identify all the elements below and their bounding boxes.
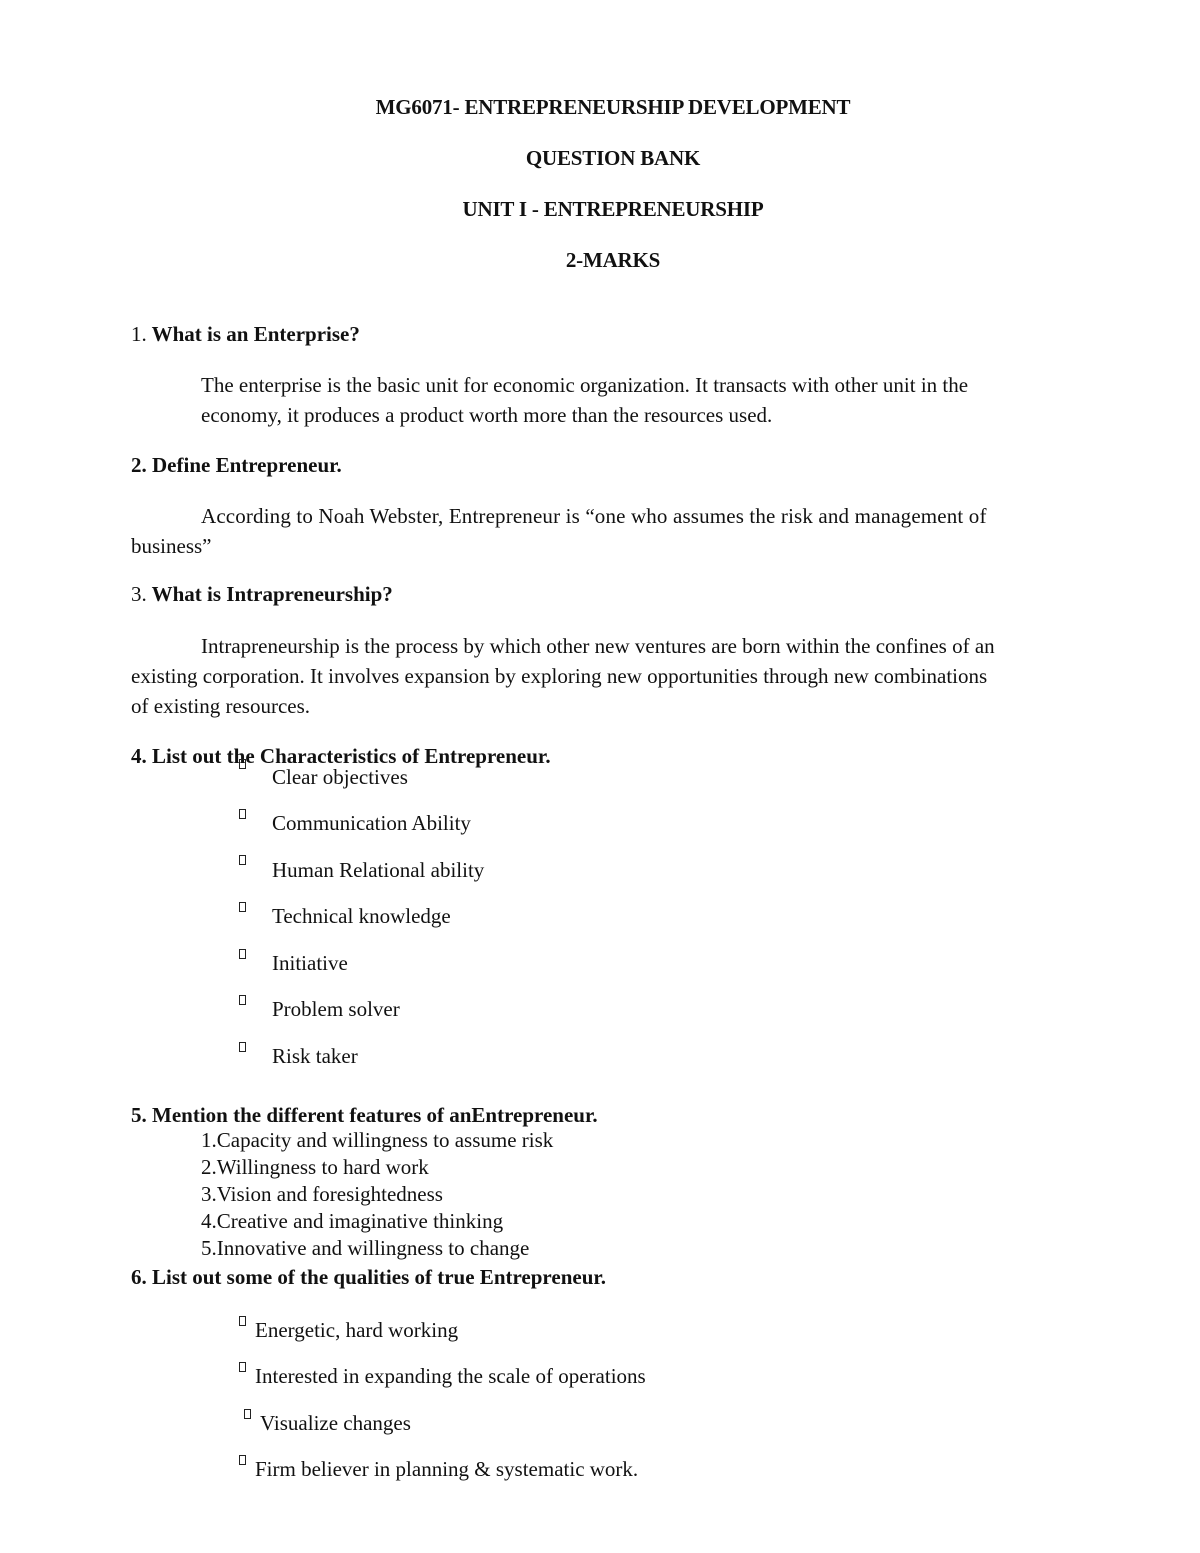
doc-type-title: QUESTION BANK — [525, 146, 701, 170]
question-1-title: What is an Enterprise? — [146, 322, 360, 346]
bullet-box-icon — [239, 1455, 246, 1465]
question-6-title: 6. List out some of the qualities of true Entrepreneur. — [131, 1265, 607, 1289]
question-2-title: 2. Define Entrepreneur. — [131, 453, 342, 477]
list-item: Clear objectives — [272, 765, 408, 789]
list-item: Energetic, hard working — [255, 1318, 459, 1342]
answer-2-line-1: According to Noah Webster, Entrepreneur is “one who assumes the risk and management of — [201, 504, 987, 528]
answer-3-line-1: Intrapreneurship is the process by which other new ventures are born within the confines of an — [201, 634, 995, 658]
question-3-number: 3. — [131, 582, 147, 606]
bullet-box-icon — [239, 1362, 246, 1372]
list-item: Human Relational ability — [272, 858, 485, 882]
list-item: 1.Capacity and willingness to assume risk — [201, 1128, 554, 1152]
list-item: Visualize changes — [260, 1411, 411, 1435]
bullet-box-icon — [239, 809, 246, 819]
question-1 — [131, 322, 360, 347]
list-item: Problem solver — [272, 997, 400, 1021]
bullet-box-icon — [239, 759, 246, 769]
bullet-box-icon — [239, 855, 246, 865]
answer-3 — [131, 631, 995, 721]
marks-title: 2-MARKS — [565, 248, 661, 272]
bullet-box-icon — [239, 902, 246, 912]
question-3 — [131, 582, 393, 607]
bullet-box-icon — [244, 1409, 251, 1419]
list-item: Risk taker — [272, 1044, 358, 1068]
list-item: Initiative — [272, 951, 348, 975]
list-item: Interested in expanding the scale of operations — [255, 1364, 646, 1388]
answer-2 — [131, 501, 987, 561]
unit-title: UNIT I - ENTREPRENEURSHIP — [462, 197, 764, 221]
bullet-box-icon — [239, 1316, 246, 1326]
question-3-title: What is Intrapreneurship? — [146, 582, 393, 606]
answer-1-line-2: economy, it produces a product worth more than the resources used. — [201, 403, 773, 427]
answer-2-line-2: business” — [131, 534, 212, 558]
answer-1 — [201, 370, 968, 430]
list-item: 5.Innovative and willingness to change — [201, 1236, 530, 1260]
bullet-box-icon — [239, 995, 246, 1005]
question-5-title: 5. Mention the different features of anEntrepreneur. — [131, 1103, 598, 1127]
bullet-box-icon — [239, 949, 246, 959]
list-item: 4.Creative and imaginative thinking — [201, 1209, 504, 1233]
list-item: 3.Vision and foresightedness — [201, 1182, 443, 1206]
list-item: 2.Willingness to hard work — [201, 1155, 429, 1179]
bullet-box-icon — [239, 1042, 246, 1052]
answer-1-line-1: The enterprise is the basic unit for economic organization. It transacts with other unit in the — [201, 373, 969, 397]
question-1-number: 1. — [131, 322, 147, 346]
question-4-title: 4. List out the Characteristics of Entrepreneur. — [131, 744, 551, 768]
answer-3-line-3: of existing resources. — [131, 694, 311, 718]
list-item: Technical knowledge — [272, 904, 451, 928]
list-item: Communication Ability — [272, 811, 471, 835]
course-title: MG6071- ENTREPRENEURSHIP DEVELOPMENT — [375, 95, 851, 119]
list-item: Firm believer in planning & systematic work. — [255, 1457, 639, 1481]
answer-3-line-2: existing corporation. It involves expansion by exploring new opportunities through new combinations — [131, 664, 988, 688]
